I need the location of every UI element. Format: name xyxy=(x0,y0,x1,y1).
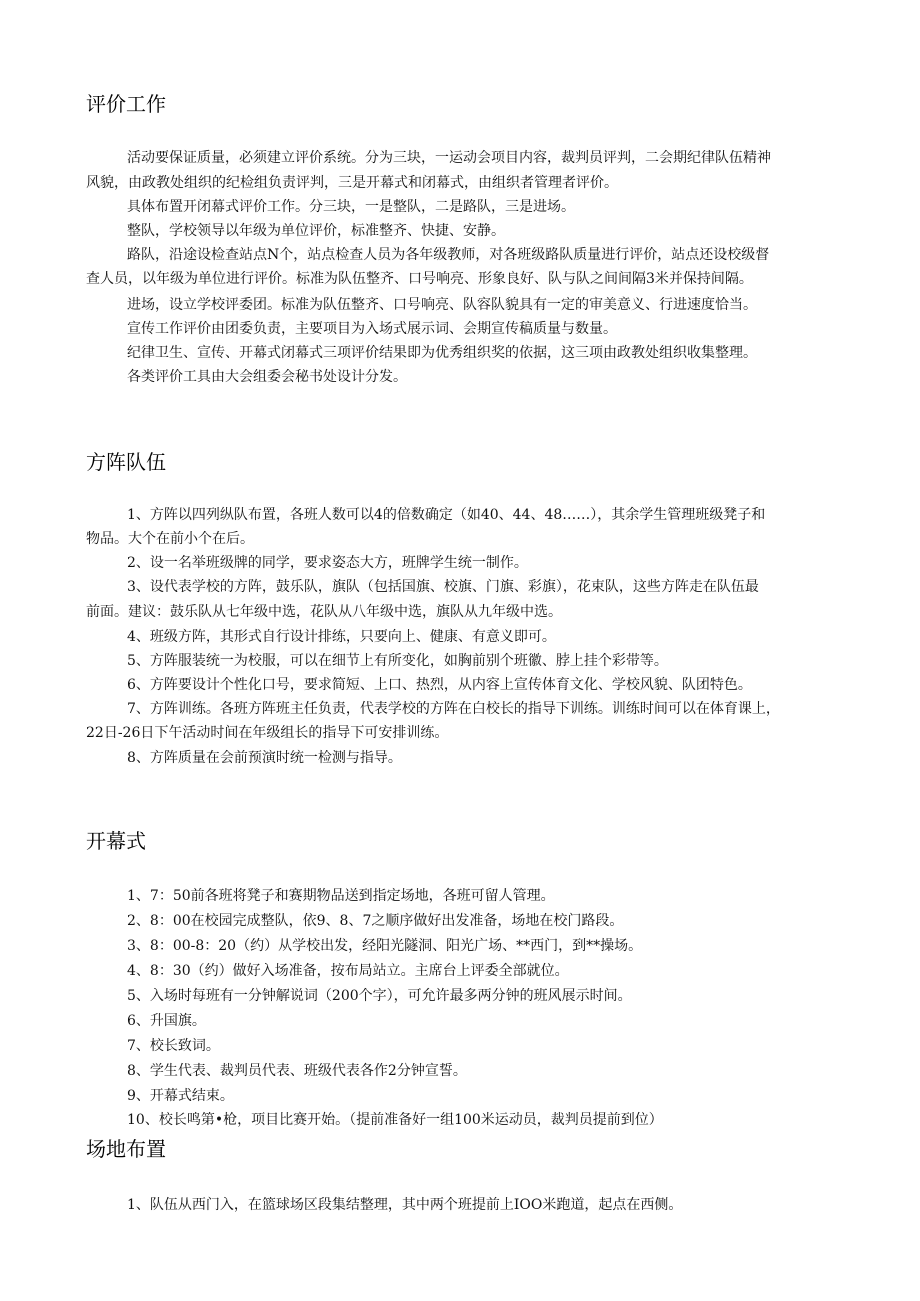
list-item: 6、升国旗。 xyxy=(127,1013,206,1029)
paragraph-line: 风貌，由政教处组织的纪检组负责评判，三是开幕式和闭幕式，由组织者管理者评价。 xyxy=(86,175,618,191)
list-item-continuation: 22日-26日下午活动时间在年级组长的指导下可安排训练。 xyxy=(86,725,449,741)
list-item: 2、设一名举班级牌的同学，要求姿态大方，班牌学生统一制作。 xyxy=(127,555,528,571)
list-item: 10、校长鸣第•枪，项目比赛开始。（提前准备好一组100米运动员，裁判员提前到位） xyxy=(127,1112,663,1128)
paragraph-line: 进场，设立学校评委团。标准为队伍整齐、口号响亮、队容队貌具有一定的审美意义、行进速度恰当。 xyxy=(127,297,757,313)
section-heading-formation: 方阵队伍 xyxy=(86,450,166,474)
list-item: 4、8：30（约）做好入场准备，按布局站立。主席台上评委全部就位。 xyxy=(127,963,569,979)
section-heading-venue: 场地布置 xyxy=(86,1137,166,1161)
list-item: 6、方阵要设计个性化口号，要求简短、上口、热烈，从内容上宣传体育文化、学校风貌、队团特色。 xyxy=(127,677,752,693)
paragraph-line: 具体布置开闭幕式评价工作。分三块，一是整队，二是路队，三是进场。 xyxy=(127,199,575,215)
paragraph-line: 各类评价工具由大会组委会秘书处设计分发。 xyxy=(127,369,407,385)
list-item: 9、开幕式结束。 xyxy=(127,1088,234,1104)
list-item: 4、班级方阵，其形式自行设计排练，只要向上、健康、有意义即可。 xyxy=(127,629,556,645)
section-heading-opening: 开幕式 xyxy=(86,829,146,853)
list-item: 5、方阵服装统一为校服，可以在细节上有所变化，如胸前别个班徽、脖上挂个彩带等。 xyxy=(127,653,668,669)
list-item: 7、方阵训练。各班方阵班主任负责，代表学校的方阵在白校长的指导下训练。训练时间可以在体育课上， xyxy=(127,701,780,717)
list-item: 8、方阵质量在会前预演时统一检测与指导。 xyxy=(127,750,402,766)
paragraph-line: 整队，学校领导以年级为单位评价，标准整齐、快捷、安静。 xyxy=(127,223,505,239)
list-item: 1、队伍从西门入，在篮球场区段集结整理，其中两个班提前上IOO米跑道，起点在西侧。 xyxy=(127,1197,683,1213)
paragraph-line: 路队，沿途设检查站点N个，站点检查人员为各年级教师，对各班级路队质量进行评价，站点还设校级督 xyxy=(127,247,770,263)
list-item-continuation: 物品。大个在前小个在后。 xyxy=(86,531,254,547)
paragraph-line: 纪律卫生、宣传、开幕式闭幕式三项评价结果即为优秀组织奖的依据，这三项由政教处组织收集整理。 xyxy=(127,345,757,361)
paragraph-line: 宣传工作评价由团委负责，主要项目为入场式展示词、会期宣传稿质量与数量。 xyxy=(127,321,617,337)
list-item: 8、学生代表、裁判员代表、班级代表各作2分钟宣誓。 xyxy=(127,1063,467,1079)
list-item: 2、8：00在校园完成整队，依9、8、7之顺序做好出发准备，场地在校门路段。 xyxy=(127,913,624,929)
list-item: 7、校长致词。 xyxy=(127,1038,220,1054)
paragraph-line: 活动要保证质量，必须建立评价系统。分为三块，一运动会项目内容，裁判员评判，二会期纪律队伍精神 xyxy=(127,150,771,166)
list-item: 5、入场时每班有一分钟解说词（200个字），可允许最多两分钟的班风展示时间。 xyxy=(127,988,632,1004)
list-item: 3、设代表学校的方阵，鼓乐队，旗队（包括国旗、校旗、门旗、彩旗），花束队，这些方阵走在队伍最 xyxy=(127,579,759,595)
paragraph-line: 查人员，以年级为单位进行评价。标准为队伍整齐、口号响亮、形象良好、队与队之间间隔3米并保持间隔。 xyxy=(86,271,753,287)
list-item: 1、方阵以四列纵队布置，各班人数可以4的倍数确定（如40、44、48……），其余学生管理班级凳子和 xyxy=(127,507,766,523)
section-heading-evaluation: 评价工作 xyxy=(86,92,166,116)
list-item: 3、8：00-8：20（约）从学校出发，经阳光隧洞、阳光广场、**西门，到**操场。 xyxy=(127,938,643,954)
list-item: 1、7：50前各班将凳子和赛期物品送到指定场地，各班可留人管理。 xyxy=(127,888,555,904)
list-item-continuation: 前面。建议：鼓乐队从七年级中选，花队从八年级中选，旗队从九年级中选。 xyxy=(86,604,562,620)
